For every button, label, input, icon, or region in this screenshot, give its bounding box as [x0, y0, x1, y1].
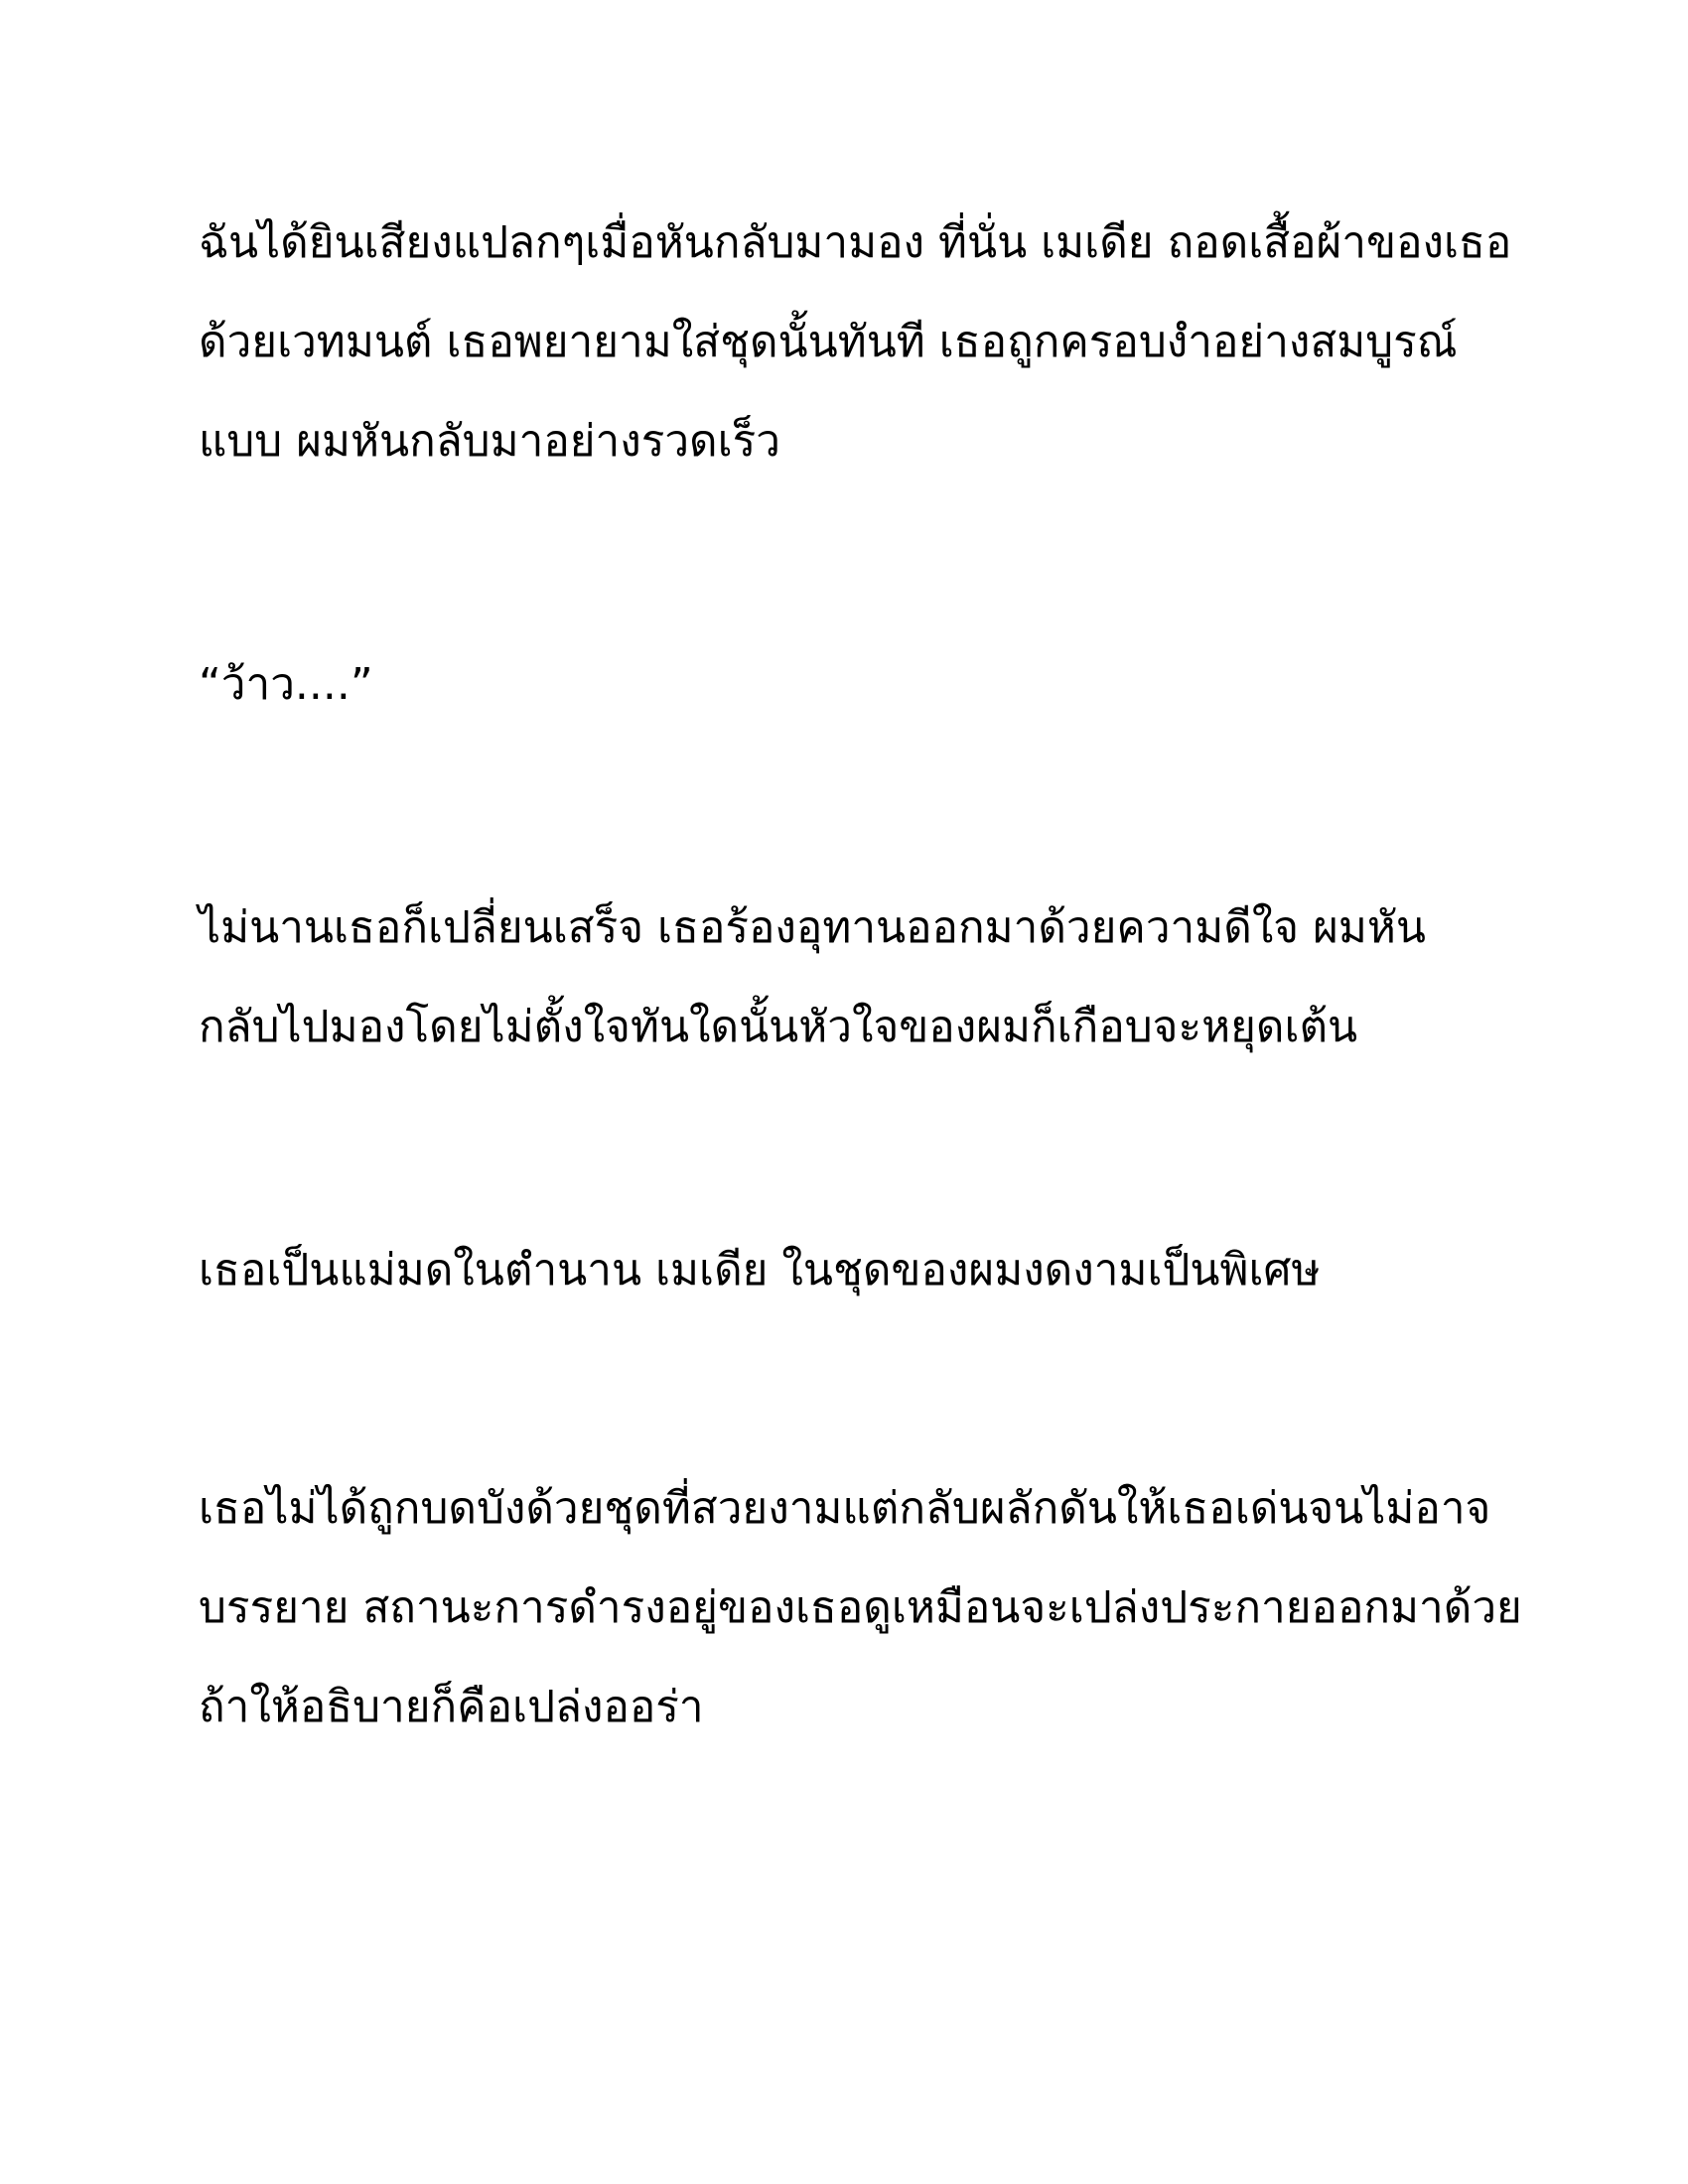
paragraph-4: [199, 1221, 1509, 1320]
paragraph-line: แบบ ผมหันกลับมาอย่างรวดเร็ว: [199, 416, 781, 467]
paragraph-line: กลับไปมองโดยไม่ตั้งใจทันใดนั้นหัวใจของผมก็เกือบจะหยุดเต้น: [199, 1002, 1358, 1052]
paragraph-line: ไม่นานเธอก็เปลี่ยนเสร็จ เธอร้องอุทานออกมาด้วยความดีใจ ผมหัน: [199, 902, 1426, 953]
paragraph-line: เธอเป็นแม่มดในตำนาน เมเดีย ในชุดของผมงดงามเป็นพิเศษ: [199, 1245, 1321, 1296]
paragraph-3: [199, 879, 1509, 1077]
paragraph-5: [199, 1459, 1522, 1757]
paragraph-line: “ว้าว....”: [199, 659, 373, 710]
paragraph-2-exclamation: [199, 635, 1509, 735]
paragraph-line: ฉันได้ยินเสียงแปลกๆเมื่อหันกลับมามอง ที่นั่น เมเดีย ถอดเสื้อผ้าของเธอ: [199, 217, 1512, 268]
paragraph-line: ถ้าให้อธิบายก็คือเปล่งออร่า: [199, 1682, 704, 1732]
paragraph-line: เธอไม่ได้ถูกบดบังด้วยชุดที่สวยงามแต่กลับผลักดันให้เธอเด่นจนไม่อาจ: [199, 1483, 1491, 1534]
paragraph-1: [199, 194, 1512, 491]
paragraph-line: บรรยาย สถานะการดำรงอยู่ของเธอดูเหมือนจะเปล่งประกายออกมาด้วย: [199, 1582, 1522, 1633]
paragraph-line: ด้วยเวทมนต์ เธอพยายามใส่ชุดนั้นทันที เธอถูกครอบงำอย่างสมบูรณ์: [199, 317, 1458, 367]
